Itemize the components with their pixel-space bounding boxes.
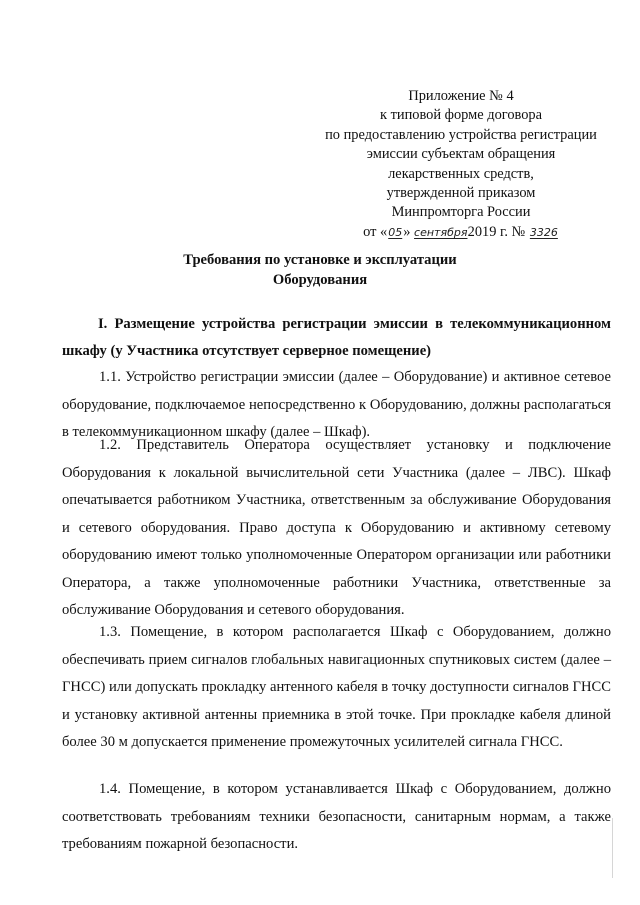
annex-number: Приложение № 4 <box>408 88 514 104</box>
annex-header <box>311 87 611 242</box>
section-heading: I. Размещение устройства регистрации эмиссии в телекоммуникационном шкафу (у Участника отсутствует серверное помещение) <box>62 316 611 359</box>
annex-line: лекарственных средств, <box>388 165 534 182</box>
document-title <box>0 251 640 290</box>
date-prefix: от « <box>363 223 388 240</box>
scan-margin-line <box>612 818 613 878</box>
handwritten-order-number: 3326 <box>529 225 558 239</box>
paragraph-1-4: 1.4. Помещение, в котором устанавливается Шкаф с Оборудованием, должно соответствовать требованиям техники безопасности, санитарным нормам, а также требованиям пожарной безопасности. <box>62 781 611 852</box>
paragraph-1-3: 1.3. Помещение, в котором располагается Шкаф с Оборудованием, должно обеспечивать прием сигналов глобальных навигационных спутниковых систем (далее – ГНСС) или допускать прокладку антенного кабеля в точку доступности сигналов ГНСС и установку активной антенны приемника в этой точке. При прокладке кабеля длиной более 30 м допускается применение промежуточных усилителей сигнала ГНСС. <box>62 624 611 750</box>
annex-line: к типовой форме договора <box>380 107 542 124</box>
handwritten-day: 05 <box>388 225 403 239</box>
paragraph-1-1: 1.1. Устройство регистрации эмиссии (далее – Оборудование) и активное сетевое оборудование, подключаемое непосредственно к Оборудованию, должны располагаться в телекоммуникационном шкафу (далее – Шкаф). <box>62 369 611 440</box>
title-line-2: Оборудования <box>272 271 368 288</box>
annex-line: по предоставлению устройства регистрации <box>325 126 597 143</box>
title-line-1: Требования по установке и эксплуатации <box>183 252 457 268</box>
handwritten-month: сентября <box>414 225 468 239</box>
date-year: 2019 г. № <box>467 223 526 240</box>
annex-line: Минпромторга России <box>391 204 531 221</box>
annex-line: эмиссии субъектам обращения <box>366 146 556 163</box>
date-mid: » <box>403 223 411 240</box>
paragraph-1-2: 1.2. Представитель Оператора осуществляет установку и подключение Оборудования к локальной вычислительной сети Участника (далее – ЛВС). Шкаф опечатывается работником Участника, ответственным за обслуживание Оборудования и сетевого оборудования. Право доступа к Оборудованию и активному сетевому оборудованию имеют только уполномоченные Оператором организации или работники Оператора, а также уполномоченные работники Участника, ответственные за обслуживание Оборудования и сетевого оборудования. <box>62 437 611 618</box>
annex-line: утвержденной приказом <box>386 185 536 202</box>
annex-date-line <box>311 223 611 242</box>
